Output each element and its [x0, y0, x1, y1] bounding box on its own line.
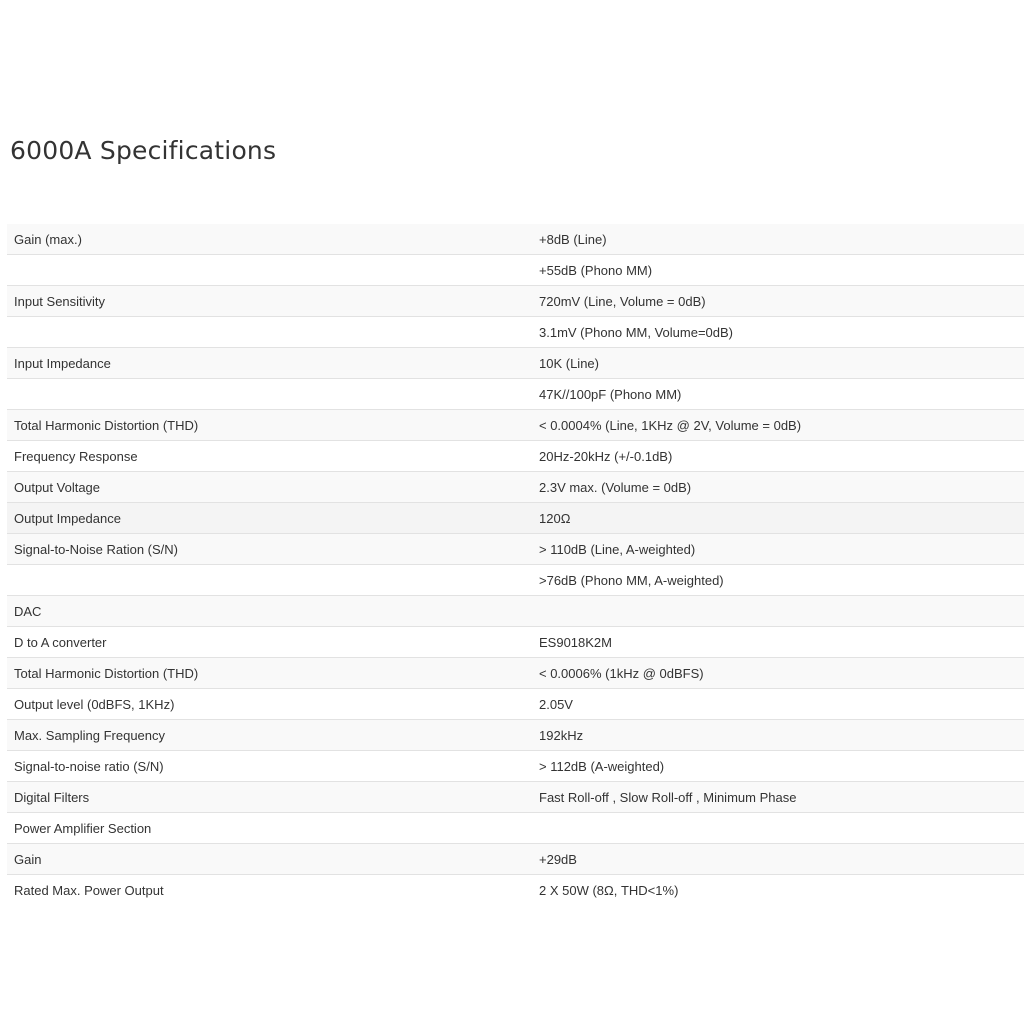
spec-label: Output Voltage — [7, 472, 532, 503]
spec-value: 3.1mV (Phono MM, Volume=0dB) — [532, 317, 1024, 348]
table-row — [7, 596, 1024, 627]
spec-value: >76dB (Phono MM, A-weighted) — [532, 565, 1024, 596]
table-row — [7, 627, 1024, 658]
spec-label: Power Amplifier Section — [7, 813, 532, 844]
page-title: 6000A Specifications — [10, 136, 277, 165]
spec-label: Gain (max.) — [7, 224, 532, 255]
spec-value: < 0.0004% (Line, 1KHz @ 2V, Volume = 0dB) — [532, 410, 1024, 441]
spec-value: 20Hz-20kHz (+/-0.1dB) — [532, 441, 1024, 472]
spec-value: 192kHz — [532, 720, 1024, 751]
spec-value: 720mV (Line, Volume = 0dB) — [532, 286, 1024, 317]
table-row — [7, 658, 1024, 689]
spec-value: +29dB — [532, 844, 1024, 875]
specifications-table — [7, 224, 1024, 905]
table-row — [7, 317, 1024, 348]
spec-label — [7, 255, 532, 286]
spec-label: Signal-to-Noise Ration (S/N) — [7, 534, 532, 565]
spec-label: Total Harmonic Distortion (THD) — [7, 410, 532, 441]
spec-value: 47K//100pF (Phono MM) — [532, 379, 1024, 410]
table-row — [7, 689, 1024, 720]
table-row — [7, 286, 1024, 317]
table-row — [7, 441, 1024, 472]
spec-value — [532, 813, 1024, 844]
spec-label — [7, 379, 532, 410]
spec-label — [7, 565, 532, 596]
spec-value: +55dB (Phono MM) — [532, 255, 1024, 286]
table-row — [7, 348, 1024, 379]
spec-label: Max. Sampling Frequency — [7, 720, 532, 751]
spec-value: 10K (Line) — [532, 348, 1024, 379]
spec-label: Output level (0dBFS, 1KHz) — [7, 689, 532, 720]
spec-value — [532, 596, 1024, 627]
table-row — [7, 844, 1024, 875]
spec-value: < 0.0006% (1kHz @ 0dBFS) — [532, 658, 1024, 689]
spec-label: Frequency Response — [7, 441, 532, 472]
spec-label: DAC — [7, 596, 532, 627]
spec-value: > 112dB (A-weighted) — [532, 751, 1024, 782]
spec-label: Rated Max. Power Output — [7, 875, 532, 906]
table-row — [7, 255, 1024, 286]
table-row — [7, 379, 1024, 410]
spec-label: Digital Filters — [7, 782, 532, 813]
spec-value: Fast Roll-off , Slow Roll-off , Minimum Phase — [532, 782, 1024, 813]
spec-label: Total Harmonic Distortion (THD) — [7, 658, 532, 689]
spec-value: 2.05V — [532, 689, 1024, 720]
spec-value: ES9018K2M — [532, 627, 1024, 658]
spec-label: Input Sensitivity — [7, 286, 532, 317]
table-row — [7, 875, 1024, 906]
spec-value: +8dB (Line) — [532, 224, 1024, 255]
spec-label: Output Impedance — [7, 503, 532, 534]
table-row — [7, 565, 1024, 596]
spec-value: > 110dB (Line, A-weighted) — [532, 534, 1024, 565]
table-row — [7, 813, 1024, 844]
spec-value: 2 X 50W (8Ω, THD<1%) — [532, 875, 1024, 906]
table-row — [7, 410, 1024, 441]
table-row — [7, 503, 1024, 534]
spec-value: 2.3V max. (Volume = 0dB) — [532, 472, 1024, 503]
spec-label: Input Impedance — [7, 348, 532, 379]
table-row — [7, 534, 1024, 565]
spec-label: Signal-to-noise ratio (S/N) — [7, 751, 532, 782]
spec-label: Gain — [7, 844, 532, 875]
table-row — [7, 720, 1024, 751]
table-row — [7, 751, 1024, 782]
spec-label: D to A converter — [7, 627, 532, 658]
table-row — [7, 782, 1024, 813]
spec-value: 120Ω — [532, 503, 1024, 534]
spec-label — [7, 317, 532, 348]
table-row — [7, 224, 1024, 255]
table-row — [7, 472, 1024, 503]
